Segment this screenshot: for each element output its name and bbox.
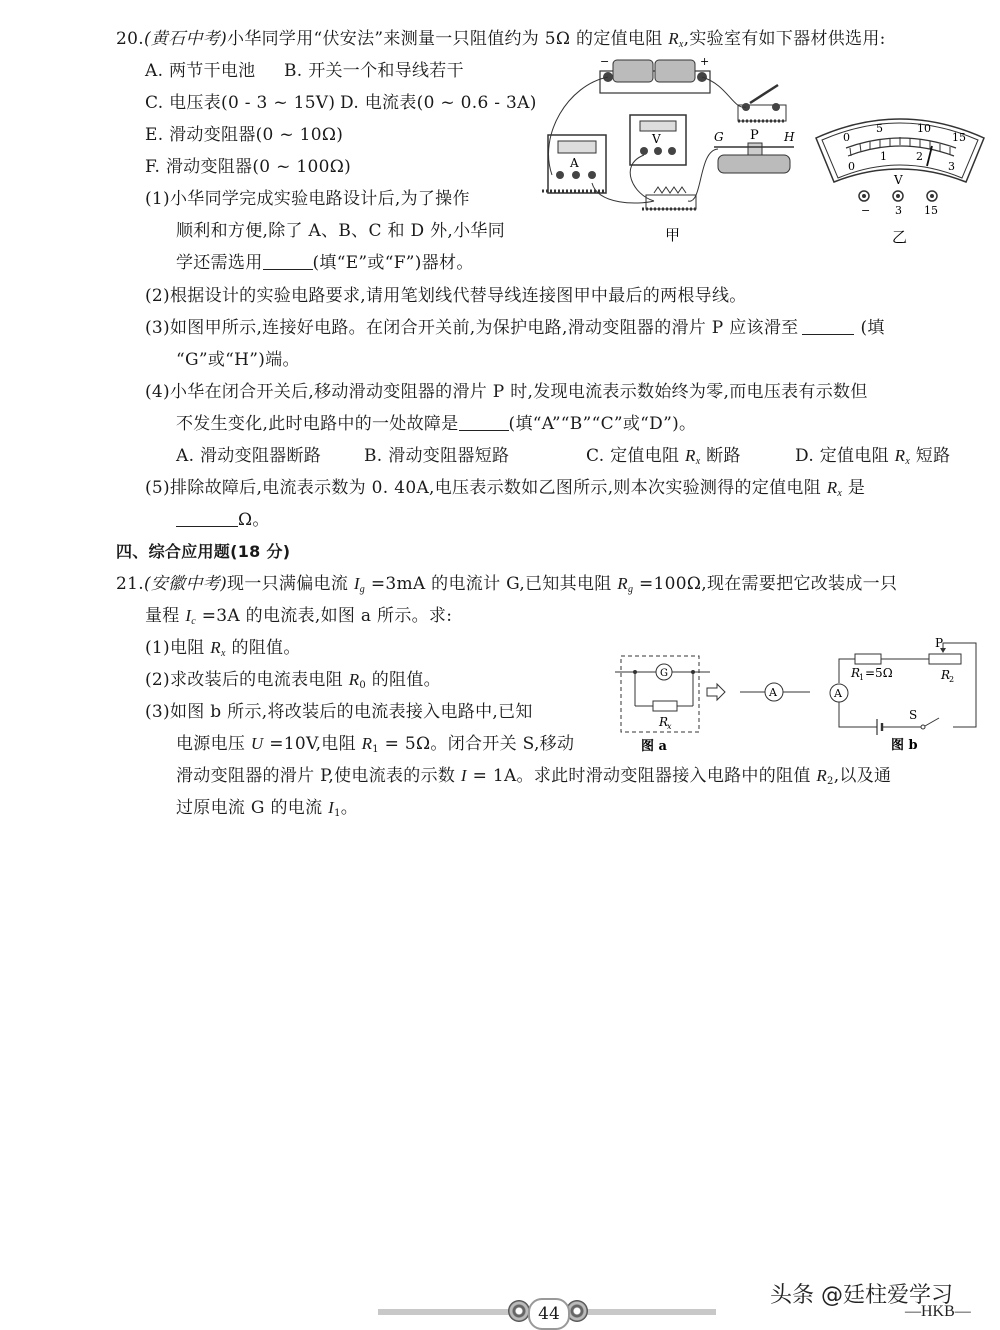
svg-text:10: 10 — [917, 122, 931, 135]
q21-stem-line2: 量程 $I_c =3A$ 的电流表,如图 a 所示。求: — [145, 606, 453, 627]
q21-part3-line2: 电源电压 U =10V,电阻 $R_1 = 5\Omega$。闭合开关 S,移动 — [176, 734, 575, 755]
watermark: 头条 @廷柱爱学习 — [770, 1283, 953, 1308]
svg-text:3: 3 — [948, 160, 955, 173]
section-heading: 四、综合应用题(18 分) — [116, 542, 291, 561]
svg-text:R: R — [659, 715, 669, 729]
answer-blank-1[interactable] — [263, 253, 313, 270]
q20-part3-line2: “G”或“H”)端。 — [176, 350, 300, 370]
dial-unit: V — [894, 173, 903, 187]
page-number: 44 — [528, 1298, 570, 1330]
figure-b-caption: 图 b — [891, 738, 918, 753]
arrow-right-icon — [707, 684, 725, 700]
svg-text:P: P — [935, 636, 944, 650]
svg-text:2: 2 — [916, 150, 923, 163]
series-circuit-diagram — [825, 635, 985, 755]
galvanometer-shunt-diagram — [605, 640, 815, 755]
q21-source: (安徽中考) — [143, 574, 228, 594]
rheostat-p-label: P — [750, 128, 759, 143]
q20-option-f: F. 滑动变阻器(0 ~ 100Ω) — [145, 157, 352, 177]
q20-option-b: B. 开关一个和导线若干 — [284, 61, 464, 81]
rheostat-g-label: G — [714, 130, 724, 144]
switch-s-label: S — [909, 708, 918, 722]
q20-part3-line1: (3)如图甲所示,连接好电路。在闭合开关前,为保护电路,滑动变阻器的滑片 P 应该滑至 (填 — [145, 318, 885, 338]
q21-part3-line4: 过原电流 G 的电流 $I_1$。 — [176, 798, 359, 819]
svg-text:R: R — [941, 668, 951, 682]
q20-number: 20. — [116, 29, 144, 49]
q20-part4-line1: (4)小华在闭合开关后,移动滑动变阻器的滑片 P 时,发现电流表示数始终为零,而电压表有示数但 — [145, 382, 868, 402]
figure-b-circuit — [825, 635, 985, 755]
q21-part2: (2)求改装后的电流表电阻 $R_0$ 的阻值。 — [145, 670, 441, 691]
q20-option-e: E. 滑动变阻器(0 ~ 10Ω) — [145, 125, 344, 145]
q20-option-d: D. 电流表(0 ~ 0.6 - 3A) — [340, 93, 537, 113]
ammeter-symbol-label: A — [769, 686, 777, 699]
figure-yi-caption: 乙 — [892, 228, 908, 246]
svg-text:15: 15 — [924, 204, 938, 217]
figure-a-caption: 图 a — [641, 739, 667, 754]
footer-rule-right — [586, 1309, 716, 1315]
q20-part1-line3: 学还需选用 (填“E”或“F”)器材。 — [176, 253, 474, 273]
ornament-gear-icon — [508, 1300, 530, 1322]
galvanometer-label: G — [660, 668, 668, 679]
answer-blank-4[interactable] — [459, 414, 509, 431]
q20-part4-line2: 不发生变化,此时电路中的一处故障是 (填“A”“B”“C”或“D”)。 — [176, 414, 697, 434]
svg-text:0: 0 — [848, 160, 855, 173]
svg-text:3: 3 — [895, 204, 902, 217]
q20-part5-line2: Ω。 — [176, 509, 270, 531]
svg-text:−: − — [861, 204, 871, 217]
svg-text:R: R — [851, 666, 861, 680]
q21-stem-line1: 21.(安徽中考)现一只满偏电流 $I_g =3mA$ 的电流计 G,已知其电阻 $R_g =100\Omega$,现在需要把它改装成一只 — [116, 574, 898, 595]
figure-jia-caption: 甲 — [665, 226, 681, 244]
voltmeter-label: V — [652, 132, 661, 146]
rheostat-h-label: H — [784, 130, 795, 144]
svg-text:1: 1 — [880, 150, 887, 163]
svg-text:x: x — [667, 722, 672, 731]
svg-text:1: 1 — [859, 673, 865, 682]
q20-part2: (2)根据设计的实验电路要求,请用笔划线代替导线连接图甲中最后的两根导线。 — [145, 286, 747, 306]
q20-part4-choice-a: A. 滑动变阻器断路 — [176, 446, 322, 466]
svg-text:=5Ω: =5Ω — [865, 666, 893, 680]
q21-part3-line3: 滑动变阻器的滑片 P,使电流表的示数 I = 1A。求此时滑动变阻器接入电路中的阻值 $R_2$,以及通 — [176, 766, 892, 787]
footer-rule-left — [378, 1309, 510, 1315]
dial-terminals — [859, 191, 937, 201]
battery-neg-label: − — [600, 55, 610, 68]
svg-text:15: 15 — [952, 131, 966, 144]
q21-part3-line1: (3)如图 b 所示,将改装后的电流表接入电路中,已知 — [145, 702, 533, 722]
q20-stem: 20.(黄石中考)小华同学用“伏安法”来测量一只阻值约为 5Ω 的定值电阻 $R_x$,实验室有如下器材供选用: — [116, 29, 886, 50]
q20-part4-choice-c: C. 定值电阻 $R_x$ 断路 — [586, 446, 741, 467]
q20-option-a: A. 两节干电池 — [145, 61, 256, 81]
q20-part1-line2: 顺利和方便,除了 A、B、C 和 D 外,小华同 — [176, 221, 506, 241]
svg-text:5: 5 — [876, 122, 883, 135]
ammeter-label: A — [570, 156, 579, 170]
figure-a-circuit — [605, 640, 815, 755]
q21-number: 21. — [116, 574, 144, 594]
q20-part4-choice-d: D. 定值电阻 $R_x$ 短路 — [795, 446, 951, 467]
ammeter-b-label: A — [834, 687, 842, 700]
figure-yi-voltmeter-dial — [810, 108, 990, 248]
q20-part4-choice-b: B. 滑动变阻器短路 — [364, 446, 510, 466]
q20-part5-line1: (5)排除故障后,电流表示数为 0. 40A,电压表示数如乙图所示,则本次实验测得的定值电阻 $R_x$ 是 — [145, 478, 866, 499]
voltmeter-dial-illustration — [810, 108, 990, 248]
publisher-brand: —HKB— — [905, 1303, 971, 1320]
svg-text:2: 2 — [949, 675, 955, 684]
q20-option-c: C. 电压表(0 - 3 ~ 15V) — [145, 93, 336, 113]
answer-blank-5[interactable] — [176, 510, 238, 527]
svg-text:0: 0 — [843, 131, 850, 144]
q20-source: (黄石中考) — [143, 29, 228, 49]
figure-jia-circuit — [538, 55, 808, 245]
q20-part1-line1: (1)小华同学完成实验电路设计后,为了操作 — [145, 189, 470, 209]
q21-part1: (1)电阻 $R_x$ 的阻值。 — [145, 638, 301, 659]
battery-pos-label: + — [700, 55, 710, 68]
circuit-apparatus-illustration — [538, 55, 808, 245]
answer-blank-3[interactable] — [802, 318, 854, 335]
